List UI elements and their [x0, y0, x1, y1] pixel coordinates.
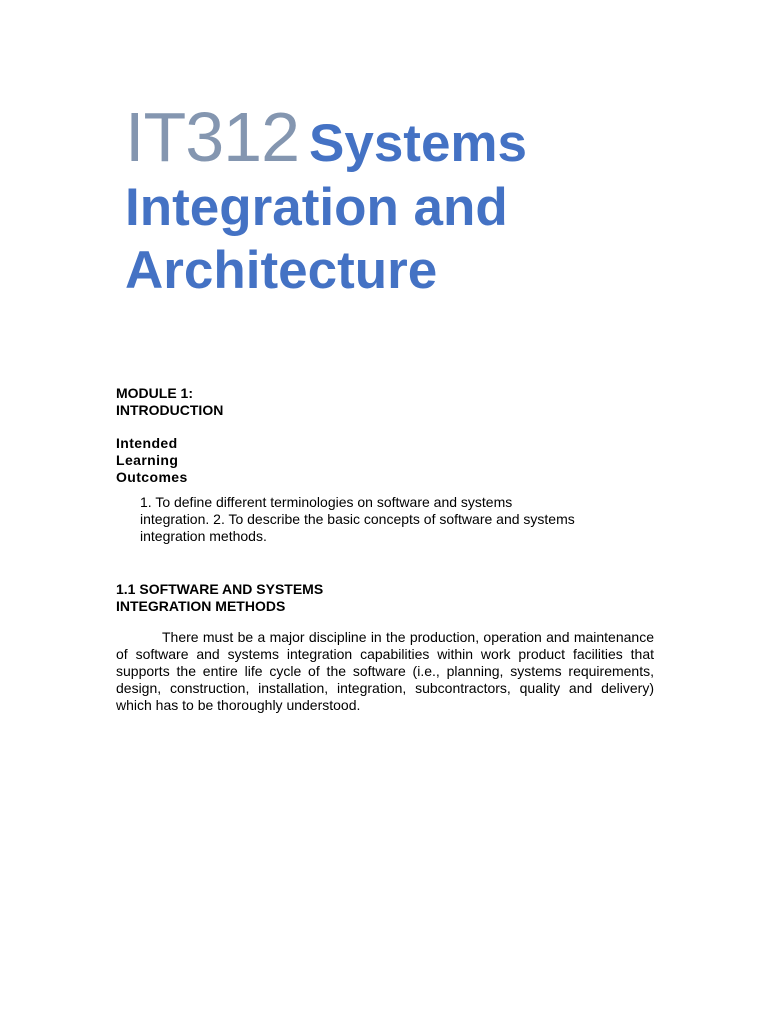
- learning-outcomes-text: 1. To define different terminologies on software and systems integration. 2. To describe the basic concepts of software and systems integration methods.: [140, 494, 575, 544]
- section-heading-line2: INTEGRATION METHODS: [116, 598, 286, 614]
- learning-outcomes-heading-line1: Intended: [116, 435, 178, 451]
- title-line-integration: Integration and: [125, 178, 508, 237]
- learning-outcomes-heading-line2: Learning: [116, 452, 179, 468]
- title-word-systems: Systems: [309, 114, 528, 173]
- title-first-line: [125, 98, 685, 176]
- learning-outcomes-heading-line3: Outcomes: [116, 469, 188, 485]
- document-title: [125, 98, 685, 302]
- course-code: IT312: [125, 98, 299, 176]
- section-heading: [116, 581, 323, 615]
- section-paragraph: There must be a major discipline in the production, operation and maintenance of software and systems integration capabilities within work product facilities that supports the entire life cycle of the software (i.e., planning, systems requirements, design, construction, installation, integration, subcontractors, quality and delivery) which has to be thoroughly understood.: [116, 629, 654, 713]
- title-line-architecture: Architecture: [125, 241, 438, 300]
- module-title: INTRODUCTION: [116, 402, 224, 418]
- section-heading-line1: 1.1 SOFTWARE AND SYSTEMS: [116, 581, 324, 597]
- module-number: MODULE 1:: [116, 385, 193, 401]
- learning-outcomes-heading: [116, 435, 188, 486]
- module-heading: [116, 385, 223, 419]
